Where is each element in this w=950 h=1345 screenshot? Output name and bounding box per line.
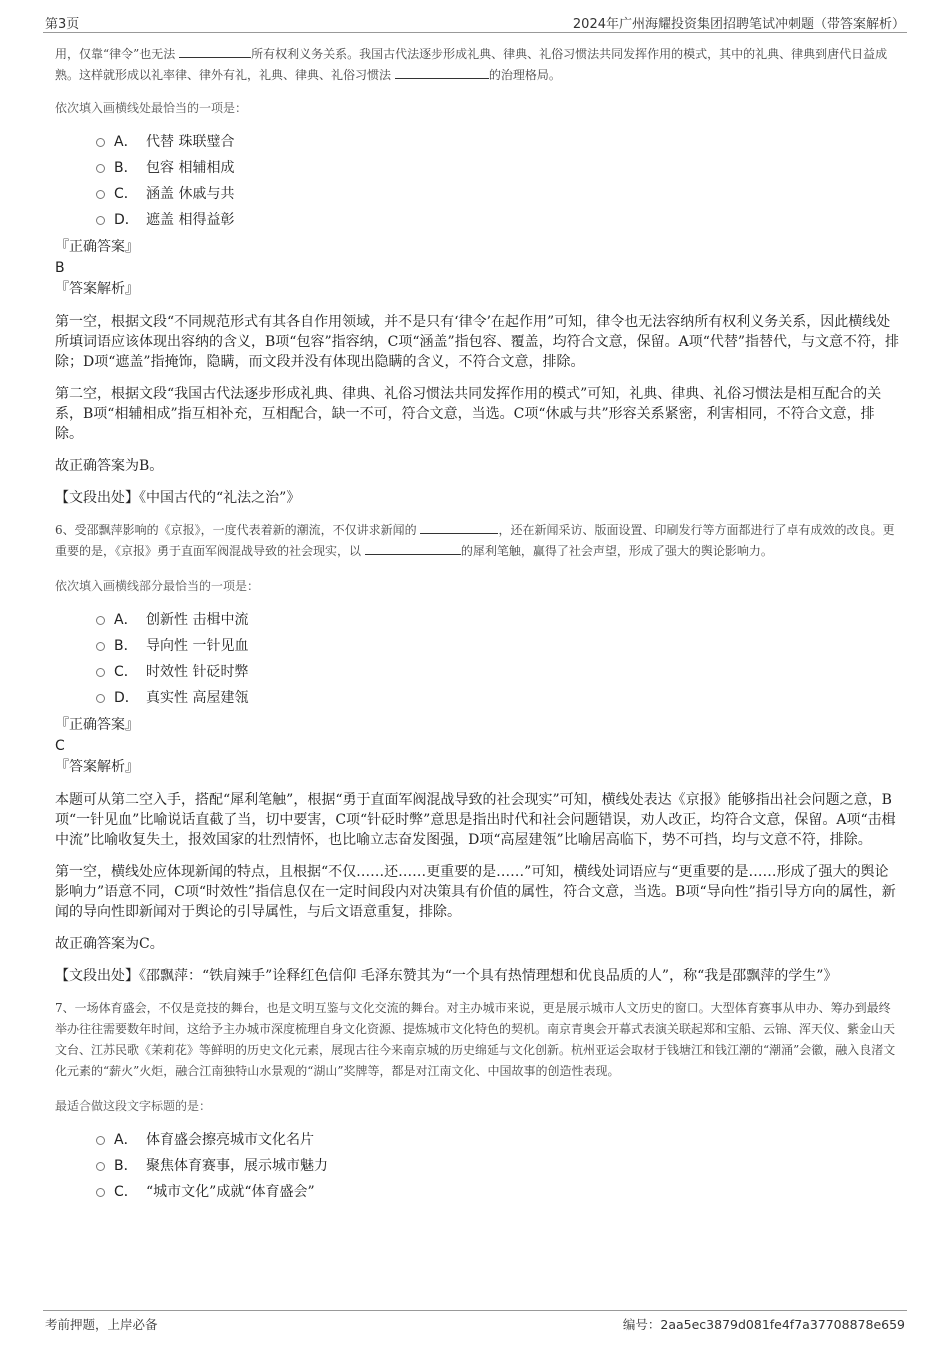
q6-text-a: 6、受邵飘萍影响的《京报》，一度代表着新的潮流，不仅讲求新闻的 (55, 523, 421, 537)
page-header (43, 10, 907, 33)
q6-text-c: 的犀利笔触，赢得了社会声望，形成了强大的舆论影响力。 (460, 544, 773, 558)
q5-analysis-1: 第一空，根据文段“不同规范形式有其各自作用领域，并不是只有‘律令’在起作用”可知，律令也无法容纳所有权利义务关系，因此横线处所填词语应该体现出容纳的含义，B项“包容”指容纳，C项“涵盖”指包容、覆盖，均符合文意，保留。A项“代替”指替代，与文意不符，排除；D项“遮盖”指掩饰，隐瞒，而文段并没有体现出隐瞒的含义，不符合文意，排除。 (55, 314, 900, 370)
q6-option-a[interactable] (55, 606, 900, 632)
q5-answer-label: 『正确答案』 (55, 239, 139, 255)
option-letter: B． (114, 1158, 138, 1174)
radio-icon[interactable] (96, 616, 105, 625)
q5-text-b: 所有权利义务关系。我国古代法逐步形成礼典、律典、礼俗习惯法共同发挥作用的模式，其中的礼典、律典到唐代日益成熟。这样就形成以礼率律、律外有礼，礼典、律典、礼俗习惯法 (55, 47, 888, 82)
option-text: 导向性 一针见血 (146, 638, 249, 654)
option-text: 包容 相辅相成 (146, 160, 235, 176)
option-letter: B． (114, 638, 138, 654)
q6-source: 【文段出处】《邵飘萍：“铁肩辣手”诠释红色信仰 毛泽东赞其为“一个具有热情理想和优良品质的人”，称“我是邵飘萍的学生”》 (55, 968, 838, 984)
q6-answer: C (55, 738, 65, 754)
option-text: “城市文化”成就“体育盛会” (146, 1184, 315, 1200)
page-content (55, 44, 900, 1204)
page-footer (43, 1310, 907, 1335)
option-letter: A． (114, 612, 138, 628)
q6-analysis-2: 第一空，横线处应体现新闻的特点，且根据“不仅……还……更重要的是……”可知，横线处词语应与“更重要的是……形成了强大的舆论影响力”语意不同，C项“时效性”指信息仅在一定时间段内对决策具有价值的属性，符合文意，当选。B项“导向性”指引导方向的属性，新闻的导向性即新闻对于舆论的引导属性，与后文语意重复，排除。 (55, 864, 896, 920)
option-text: 时效性 针砭时弊 (146, 664, 249, 680)
q5-text-a: 用，仅靠“律令”也无法 (55, 47, 180, 61)
radio-icon[interactable] (96, 642, 105, 651)
radio-icon[interactable] (96, 164, 105, 173)
q5-analysis-label: 『答案解析』 (55, 281, 139, 297)
q6-analysis-1: 本题可从第二空入手，搭配“犀利笔触”，根据“勇于直面军阀混战导致的社会现实”可知，横线处表达《京报》能够指出社会问题之意，B项“一针见血”比喻说话直截了当，切中要害，C项“针砭时弊”意思是指出时代和社会问题错误，劝人改正，均符合文意，保留。A项“击楫中流”比喻收复失土，报效国家的壮烈情怀，也比喻立志奋发图强，D项“高屋建瓴”比喻居高临下，势不可挡，均与文意不符，排除。 (55, 792, 896, 848)
page-number: 第3页 (45, 17, 80, 32)
q5-text-c: 的治理格局。 (488, 68, 561, 82)
option-letter: D． (114, 212, 139, 228)
q5-option-c[interactable] (55, 180, 900, 206)
document-id: 编号：2aa5ec3879d081fe4f7a37708878e659 (622, 1317, 905, 1332)
q6-analysis-3: 故正确答案为C。 (55, 936, 164, 952)
q5-blank-1 (179, 44, 251, 58)
option-text: 创新性 击楫中流 (146, 612, 249, 628)
q5-answer: B (55, 260, 65, 276)
option-letter: D． (114, 690, 139, 706)
option-letter: C． (114, 186, 138, 202)
option-letter: B． (114, 160, 138, 176)
option-text: 遮盖 相得益彰 (146, 212, 235, 228)
q6-blank-2 (365, 541, 461, 555)
q5-option-d[interactable] (55, 206, 900, 232)
q7-options (55, 1126, 900, 1204)
option-text: 体育盛会擦亮城市文化名片 (146, 1132, 314, 1148)
radio-icon[interactable] (96, 190, 105, 199)
radio-icon[interactable] (96, 1162, 105, 1171)
option-letter: C． (114, 664, 138, 680)
radio-icon[interactable] (96, 668, 105, 677)
q7-option-c[interactable] (55, 1178, 900, 1204)
q5-prompt: 依次填入画横线处最恰当的一项是： (55, 101, 248, 115)
q7-prompt: 最适合做这段文字标题的是： (55, 1099, 212, 1113)
q5-blank-2 (395, 65, 489, 79)
q7-option-a[interactable] (55, 1126, 900, 1152)
document-title: 2024年广州海耀投资集团招聘笔试冲刺题（带答案解析） (572, 17, 905, 32)
q5-analysis-2: 第二空，根据文段“我国古代法逐步形成礼典、律典、礼俗习惯法共同发挥作用的模式”可知，礼典、律典、礼俗习惯法是相互配合的关系，B项“相辅相成”指互相补充，互相配合，缺一不可，符合文意，当选。C项“休戚与共”形容关系紧密，利害相同，不符合文意，排除。 (55, 386, 882, 442)
q6-option-c[interactable] (55, 658, 900, 684)
q6-passage (55, 520, 900, 562)
q5-options (55, 128, 900, 232)
q5-option-a[interactable] (55, 128, 900, 154)
q5-source: 【文段出处】《中国古代的“礼法之治”》 (55, 490, 301, 506)
q7-option-b[interactable] (55, 1152, 900, 1178)
option-text: 代替 珠联璧合 (146, 134, 235, 150)
q6-analysis-label: 『答案解析』 (55, 759, 139, 775)
q6-option-d[interactable] (55, 684, 900, 710)
q6-answer-label: 『正确答案』 (55, 717, 139, 733)
radio-icon[interactable] (96, 138, 105, 147)
option-letter: C． (114, 1184, 138, 1200)
q6-option-b[interactable] (55, 632, 900, 658)
q7-passage: 7、一场体育盛会，不仅是竞技的舞台，也是文明互鉴与文化交流的舞台。对主办城市来说，更是展示城市人文历史的窗口。大型体育赛事从申办、筹办到最终举办往往需要数年时间，这给予主办城市深度梳理自身文化资源、提炼城市文化特色的契机。南京青奥会开幕式表演关联起郑和宝船、云锦、浑天仪、紫金山天文台、江苏民歌《茉莉花》等鲜明的历史文化元素，展现古往今来南京城的历史绵延与文化创新。杭州亚运会取材于钱塘江和钱江潮的“潮涌”会徽，融入良渚文化元素的“薪火”火炬，融合江南独特山水景观的“湖山”奖牌等，都是对江南文化、中国故事的创造性表现。 (55, 1001, 896, 1078)
footer-slogan: 考前押题，上岸必备 (45, 1317, 158, 1332)
option-text: 涵盖 休戚与共 (146, 186, 235, 202)
radio-icon[interactable] (96, 1136, 105, 1145)
q5-option-b[interactable] (55, 154, 900, 180)
q5-analysis-3: 故正确答案为B。 (55, 458, 164, 474)
radio-icon[interactable] (96, 1188, 105, 1197)
q5-passage (55, 44, 900, 86)
q6-options (55, 606, 900, 710)
q6-prompt: 依次填入画横线部分最恰当的一项是： (55, 579, 260, 593)
radio-icon[interactable] (96, 694, 105, 703)
q6-text-b: ，还在新闻采访、版面设置、印刷发行等方面都进行了卓有成效的改良。更重要的是，《京报》勇于直面军阀混战导致的社会现实，以 (55, 523, 895, 558)
option-letter: A． (114, 1132, 138, 1148)
radio-icon[interactable] (96, 216, 105, 225)
option-text: 聚焦体育赛事，展示城市魅力 (146, 1158, 328, 1174)
option-letter: A． (114, 134, 138, 150)
q6-blank-1 (420, 520, 498, 534)
option-text: 真实性 高屋建瓴 (146, 690, 249, 706)
